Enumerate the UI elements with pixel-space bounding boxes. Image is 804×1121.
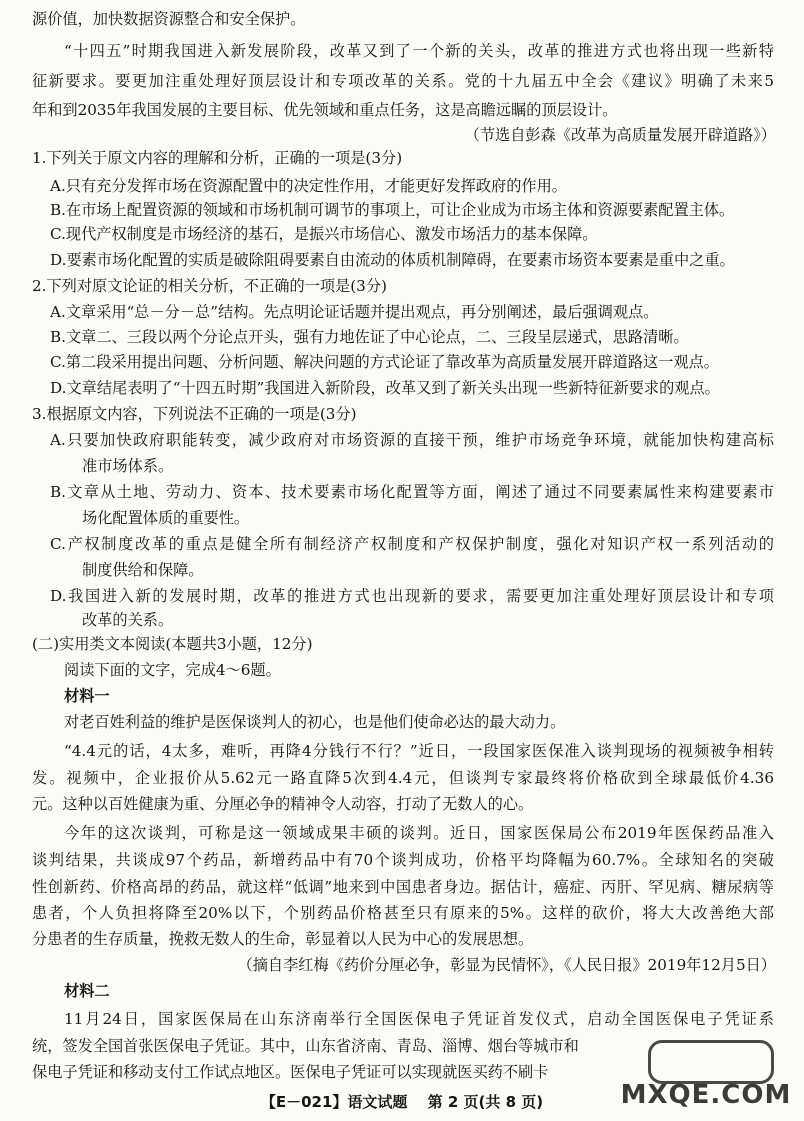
text-line: C.产权制度改革的重点是健全所有制经济产权制度和产权保护制度，强化对知识产权一系列活动的	[50, 535, 774, 553]
text-line: A.只有充分发挥市场在资源配置中的决定性作用，才能更好发挥政府的作用。	[50, 177, 567, 195]
text-line: D.要素市场化配置的实质是破除阻碍要素自由流动的体质机制障碍，在要素市场资本要素是重中之重。	[50, 251, 735, 269]
text-line: 材料一	[64, 687, 110, 705]
text-line: 3.根据原文内容，下列说法不正确的一项是(3分)	[32, 405, 357, 423]
text-line: (二)实用类文本阅读(本题共3小题，12分)	[32, 635, 313, 653]
watermark-logo-icon	[648, 1040, 774, 1084]
text-line: 年和到2035年我国发展的主要目标、优先领域和重点任务，这是高瞻远瞩的顶层设计。	[32, 101, 618, 119]
text-line: 发。视频中，企业报价从5.62元一路直降5次到4.4元，但谈判专家最终将价格砍到全球最低价4.36	[32, 769, 774, 787]
text-line: 阅读下面的文字，完成4～6题。	[64, 661, 281, 679]
text-line: C.现代产权制度是市场经济的基石，是振兴市场信心、激发市场活力的基本保障。	[50, 225, 598, 243]
text-line: 材料二	[64, 982, 110, 1000]
text-line: （节选自彭森《改革为高质量发展开辟道路》）	[464, 126, 776, 144]
text-line: 准市场体系。	[82, 457, 174, 475]
text-line: 患者，个人负担将降至20%以下，个别药品价格甚至只有原来的5%。这样的砍价，将大大改善绝大部	[32, 904, 774, 922]
text-line: D.文章结尾表明了“十四五时期”我国进入新阶段，改革又到了新关头出现一些新特征新要求的观点。	[50, 379, 720, 397]
text-line: D.我国进入新的发展时期，改革的推进方式也出现新的要求，需要更加注重处理好顶层设计和专项	[50, 587, 774, 605]
text-line: C.第二段采用提出问题、分析问题、解决问题的方式论证了靠改革为高质量发展开辟道路这一观点。	[50, 353, 719, 371]
text-line: （摘自李红梅《药价分厘必争，彰显为民情怀》，《人民日报》2019年12月5日）	[237, 956, 776, 974]
text-line: 统，签发全国首张医保电子凭证。其中，山东省济南、青岛、淄博、烟台等城市和	[32, 1037, 579, 1055]
text-line: “4.4元的话，4太多，难听，再降4分钱行不行？”近日，一段国家医保准入谈判现场的视频被争相转	[64, 742, 774, 760]
text-line: “十四五”时期我国进入新发展阶段，改革又到了一个新的关头，改革的推进方式也将出现一些新特	[64, 42, 774, 60]
text-line: 11月24日，国家医保局在山东济南举行全国医保电子凭证首发仪式，启动全国医保电子凭证系	[64, 1010, 774, 1028]
text-line: 征新要求。要更加注重处理好顶层设计和专项改革的关系。党的十九届五中全会《建议》明确了未来5	[32, 72, 774, 90]
text-line: 对老百姓利益的维护是医保谈判人的初心，也是他们使命必达的最大动力。	[64, 713, 566, 731]
text-line: B.在市场上配置资源的领域和市场机制可调节的事项上，可让企业成为市场主体和资源要素配置主体。	[50, 201, 735, 219]
text-line: B.文章从土地、劳动力、资本、技术要素市场化配置等方面，阐述了通过不同要素属性来构建要素市	[50, 483, 774, 501]
text-line: 性创新药、价格高昂的药品，就这样“低调”地来到中国患者身边。据估计，癌症、丙肝、罕见病、糖尿病等	[32, 878, 774, 896]
text-line: 改革的关系。	[82, 611, 174, 629]
text-line: A.文章采用“总－分－总”结构。先点明论证话题并提出观点，再分别阐述，最后强调观点。	[50, 303, 659, 321]
text-line: 谈判结果，共谈成97个药品，新增药品中有70个谈判成功，价格平均降幅为60.7%。全球知名的突破	[32, 851, 774, 869]
text-line: 制度供给和保障。	[82, 561, 204, 579]
watermark-text: MXQE.COM	[620, 1080, 792, 1110]
text-line: 保电子凭证和移动支付工作试点地区。医保电子凭证可以实现就医买药不刷卡	[32, 1063, 549, 1081]
text-line: 1.下列关于原文内容的理解和分析，正确的一项是(3分)	[32, 149, 403, 167]
text-line: 场化配置体质的重要性。	[82, 509, 250, 527]
text-line: 今年的这次谈判，可称是这一领域成果丰硕的谈判。近日，国家医保局公布2019年医保药品准入	[64, 824, 774, 842]
text-line: A.只要加快政府职能转变，减少政府对市场资源的直接干预，维护市场竞争环境，就能加快构建高标	[50, 431, 774, 449]
text-line: 元。这种以百姓健康为重、分厘必争的精神令人动容，打动了无数人的心。	[32, 795, 534, 813]
text-line: 分患者的生存质量，挽救无数人的生命，彰显着以人民为中心的发展思想。	[32, 930, 534, 948]
text-line: 源价值，加快数据资源整合和安全保护。	[32, 10, 306, 28]
page-footer: 【E－021】语文试题 第 2 页(共 8 页)	[260, 1093, 544, 1111]
watermark	[618, 1040, 794, 1112]
text-line: 2.下列对原文论证的相关分析，不正确的一项是(3分)	[32, 277, 387, 295]
text-line: B.文章二、三段以两个分论点开头，强有力地佐证了中心论点，二、三段呈层递式，思路清晰。	[50, 328, 689, 346]
